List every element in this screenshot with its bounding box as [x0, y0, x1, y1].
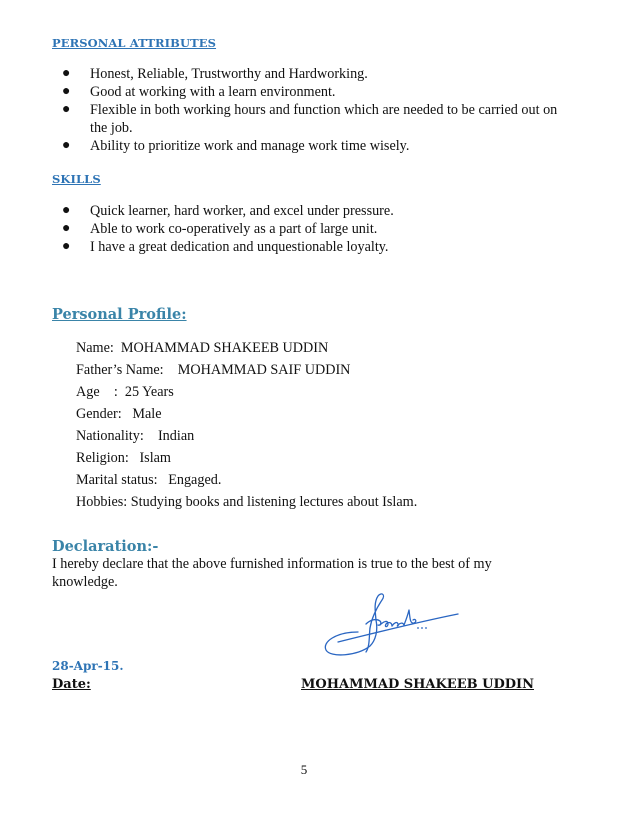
list-item	[62, 65, 562, 83]
bullet-icon: ●	[62, 221, 71, 236]
signature-image	[318, 590, 463, 660]
list-item	[62, 202, 562, 220]
list-item-text: Good at working with a learn environment.	[90, 84, 336, 100]
profile-hobbies: Hobbies: Studying books and listening lectures about Islam.	[76, 494, 418, 510]
bullet-icon: ●	[62, 66, 71, 81]
bullet-icon: ●	[62, 138, 71, 153]
list-item	[62, 220, 562, 238]
date-value: 28-Apr-15.	[52, 659, 124, 673]
skills-list	[62, 202, 562, 256]
personal-profile-heading: Personal Profile:	[52, 306, 187, 323]
list-item-text: Quick learner, hard worker, and excel under pressure.	[90, 203, 394, 219]
declaration-heading: Declaration:-	[52, 538, 159, 555]
list-item-text: I have a great dedication and unquestionable loyalty.	[90, 239, 389, 255]
bullet-icon: ●	[62, 239, 71, 254]
profile-religion: Religion: Islam	[76, 450, 171, 466]
page-number: 5	[300, 762, 308, 777]
profile-name: Name: MOHAMMAD SHAKEEB UDDIN	[76, 340, 329, 356]
list-item-text: Honest, Reliable, Trustworthy and Hardworking.	[90, 66, 368, 82]
bullet-icon: ●	[62, 203, 71, 218]
list-item-text: Ability to prioritize work and manage work time wisely.	[90, 138, 410, 154]
bullet-icon: ●	[62, 102, 71, 117]
list-item	[62, 137, 562, 155]
profile-gender: Gender: Male	[76, 406, 162, 422]
list-item	[62, 83, 562, 101]
profile-father-name: Father’s Name: MOHAMMAD SAIF UDDIN	[76, 362, 351, 378]
profile-marital-status: Marital status: Engaged.	[76, 472, 222, 488]
bullet-icon: ●	[62, 84, 71, 99]
profile-nationality: Nationality: Indian	[76, 428, 195, 444]
personal-attributes-list	[62, 65, 562, 155]
skills-heading: SKILLS	[52, 172, 101, 186]
list-item	[62, 238, 562, 256]
personal-attributes-heading: PERSONAL ATTRIBUTES	[52, 36, 217, 50]
profile-age: Age : 25 Years	[76, 384, 174, 400]
list-item	[62, 101, 562, 137]
list-item-text: Able to work co-operatively as a part of large unit.	[90, 221, 378, 237]
declaration-text: I hereby declare that the above furnished information is true to the best of my knowledge.	[52, 556, 492, 590]
signatory-name: MOHAMMAD SHAKEEB UDDIN	[301, 677, 534, 692]
list-item-text: Flexible in both working hours and function which are needed to be carried out on the job.	[90, 102, 558, 136]
date-label: Date:	[52, 677, 91, 692]
